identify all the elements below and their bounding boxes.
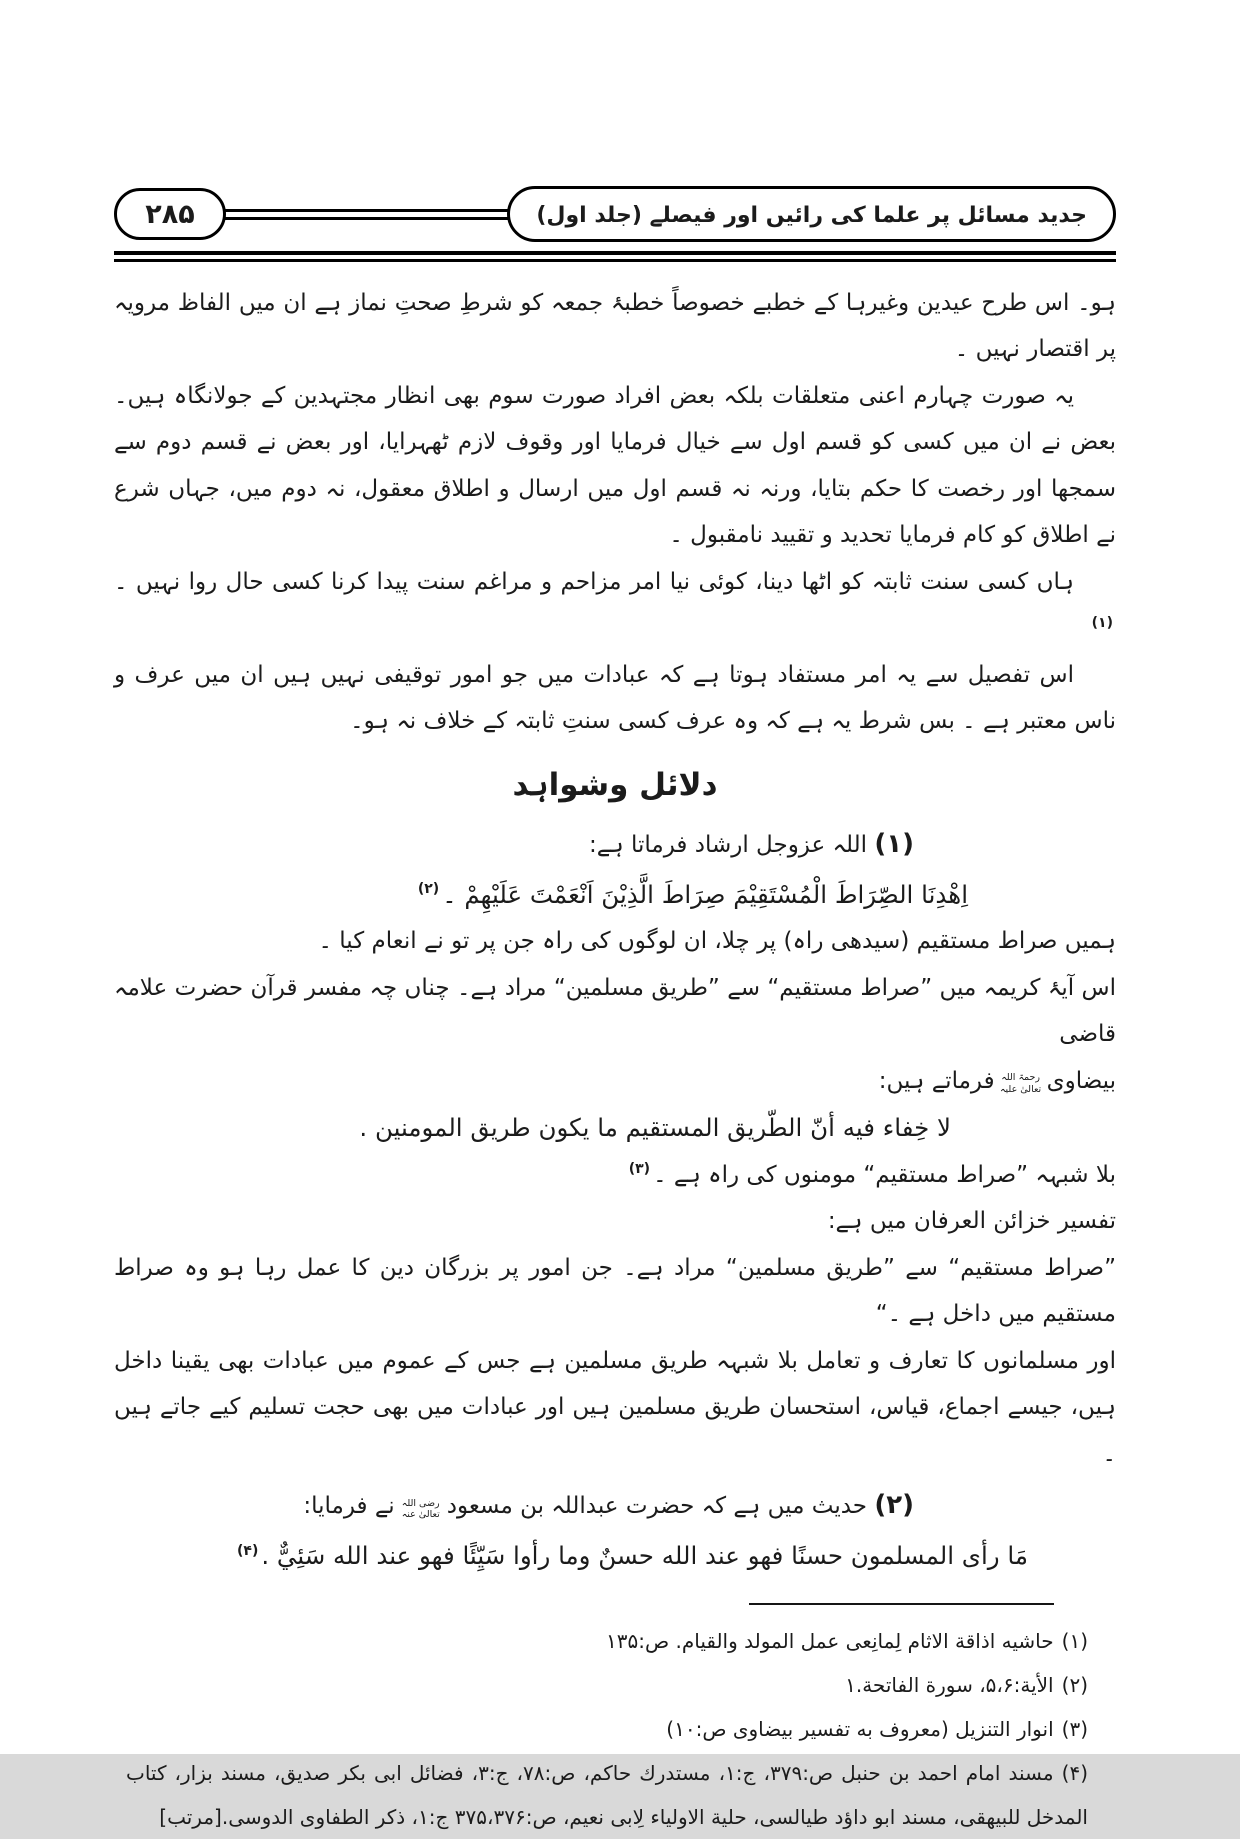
- footnote-4-text: مسند امام احمد بن حنبل ص:۳۷۹، ج:۱، مستدرك حاكم، ص:۷۸، ج:۳، فضائل ابی بکر صدیق، مسند بزار، کتاب المدخل للبیهقی، مسند ابو داؤد طیالسی، حلیة الاولیاء لِابی نعیم، ص:۳۷۵،۳۷۶ ج:۱، ذکر الطفاوی الدوسی.[مرتب]: [126, 1761, 1088, 1830]
- hadith-arabic: [114, 1532, 1116, 1580]
- hadith-text: مَا رأى المسلمون حسنًا فهو عند الله حسنٌ وما رأوا سَيِّئًا فهو عند الله سَئِيٌّ .: [261, 1540, 1028, 1570]
- khazain-intro: تفسیر خزائن العرفان میں ہے:: [827, 1208, 1116, 1235]
- paragraph-categories: یہ صورت چہارم اعنی متعلقات بلکہ بعض افراد صورت سوم بھی انظار مجتہدین کے جولانگاہ ہیں۔ بعض نے ان میں کسی کو قسم اول سے خیال فرمایا اور وقوف لازم ٹھہرایا، اور بعض نے قسم دوم سے سمجھا اور رخصت کا حکم بتایا، ورنہ نہ قسم اول میں ارسال و اطلاق معقول، نہ دوم میں، جہاں شرع نے اطلاق کو کام فرمایا تحدید و تقیید نامقبول ۔: [114, 382, 1116, 549]
- baydawi-attribution-rest: فرماتے ہیں:: [878, 1067, 995, 1094]
- quran-verse: [114, 871, 1116, 919]
- honorific-mark: رضی اللہ تعالیٰ عنہ: [401, 1497, 440, 1521]
- footnote-item-3: [126, 1707, 1088, 1751]
- footnote-ref-3: (۳): [628, 1161, 651, 1178]
- verse-translation: ہمیں صراط مستقیم (سیدھی راہ) پر چلا، ان لوگوں کی راہ جن پر تو نے انعام کیا ۔: [318, 928, 1116, 955]
- page-header: [114, 186, 1116, 242]
- baydawi-translation: [114, 1152, 1116, 1198]
- paragraph-sunnat: [114, 559, 1116, 652]
- paragraph-conclusion: اس تفصیل سے یہ امر مستفاد ہوتا ہے کہ عبادات میں جو امور توقیفی نہیں ہیں ان میں عرف و ناس معتبر ہے ۔ بس شرط یہ ہے کہ وہ عرف کسی سنتِ ثابتہ کے خلاف نہ ہو۔: [114, 661, 1116, 735]
- footnote-1-text: حاشیه اذاقة الاثام لِمانِعی عمل المولد والقیام. ص:۱۳۵: [605, 1629, 1054, 1654]
- baydawi-name: بیضاوی: [1046, 1067, 1116, 1094]
- quran-verse-text: اِهْدِنَا الصِّرَاطَ الْمُسْتَقِيْمَ صِرَاطَ الَّذِيْنَ اَنْعَمْتَ عَلَيْهِمْ ۔: [442, 879, 968, 909]
- footnote-item-1: [126, 1619, 1088, 1663]
- list-item-1: [114, 818, 1116, 871]
- khazain-quote: ”صراط مستقیم“ سے ”طریق مسلمین“ مراد ہے۔ جن امور پر بزرگان دین کا عمل رہا ہو وہ صراط مستقیم میں داخل ہے ۔“: [114, 1254, 1116, 1328]
- footnote-2-text: الأیة:۵،۶، سورة الفاتحة.۱: [845, 1673, 1054, 1698]
- footnote-ref-1: (۱): [1091, 614, 1113, 631]
- item-2-text: حدیث میں ہے کہ حضرت عبداللہ بن مسعود: [446, 1493, 868, 1520]
- header-connector-line: [223, 209, 510, 220]
- item-2-marker: (۲): [874, 1490, 914, 1521]
- footnote-3-marker: (۳): [1061, 1717, 1088, 1742]
- taamul-paragraph: اور مسلمانوں کا تعارف و تعامل بلا شبہہ طریق مسلمین ہے جس کے عموم میں عبادات بھی یقینا داخل ہیں، جیسے اجماع، قیاس، استحسان طریق مسلمین ہیں اور عبادات میں بھی حجت تسلیم کیے جاتے ہیں ۔: [114, 1347, 1116, 1467]
- list-item-2: [114, 1479, 1116, 1532]
- item-2-text-after: نے فرمایا:: [303, 1493, 395, 1520]
- section-heading: دلائل وشواہد: [512, 766, 718, 803]
- tafsir-intro: اس آیۂ کریمہ میں ”صراط مستقیم“ سے ”طریق مسلمین“ مراد ہے۔ چناں چہ مفسر قرآن حضرت علامہ قاضی: [114, 974, 1116, 1048]
- footnote-ref-4: (۴): [236, 1542, 259, 1559]
- baydawi-translation-text: بلا شبہہ ”صراط مستقیم“ مومنوں کی راہ ہے ۔: [653, 1161, 1116, 1188]
- footnote-ref-2: (۲): [417, 881, 440, 898]
- footnote-item-2: [126, 1663, 1088, 1707]
- page-number: ۲۸۵: [145, 198, 195, 230]
- footnote-1-marker: (۱): [1061, 1629, 1088, 1654]
- item-1-marker: (۱): [874, 829, 914, 860]
- footnote-3-text: انوار التنزیل (معروف به تفسیر بیضاوی ص:۱۰): [666, 1717, 1054, 1742]
- honorific-mark: رحمۃ اللہ تعالیٰ علیہ: [999, 1072, 1042, 1095]
- continuation-paragraph: ہو۔ اس طرح عیدین وغیرہا کے خطبے خصوصاً خطبۂ جمعہ کو شرطِ صحتِ نماز ہے ان میں الفاظ مرویہ پر اقتصار نہیں ۔: [114, 290, 1116, 363]
- footnote-separator: [749, 1603, 1054, 1605]
- baydawi-attribution: [114, 1058, 1116, 1104]
- footnote-4-marker: (۴): [1061, 1761, 1088, 1786]
- item-1-text: اللہ عزوجل ارشاد فرماتا ہے:: [588, 832, 868, 859]
- book-title: جدید مسائل پر علما کی رائیں اور فیصلے (جلد اول): [536, 202, 1087, 228]
- paragraph-sunnat-text: ہاں کسی سنت ثابتہ کو اٹھا دینا، کوئی نیا امر مزاحم و مراغم سنت پیدا کرنا کسی حال روا نہیں ۔: [114, 568, 1074, 595]
- page-number-badge: [114, 188, 226, 240]
- baydawi-quote-arabic: لا خِفاء فيه أنّ الطّريق المستقيم ما يكون طريق المومنين .: [359, 1113, 951, 1143]
- header-double-rule: [114, 251, 1116, 262]
- footnotes-section: [114, 1619, 1116, 1839]
- footnote-2-marker: (۲): [1061, 1673, 1088, 1698]
- page-body: [114, 280, 1116, 1579]
- footnote-item-4: [126, 1751, 1088, 1839]
- book-title-badge: [507, 186, 1116, 242]
